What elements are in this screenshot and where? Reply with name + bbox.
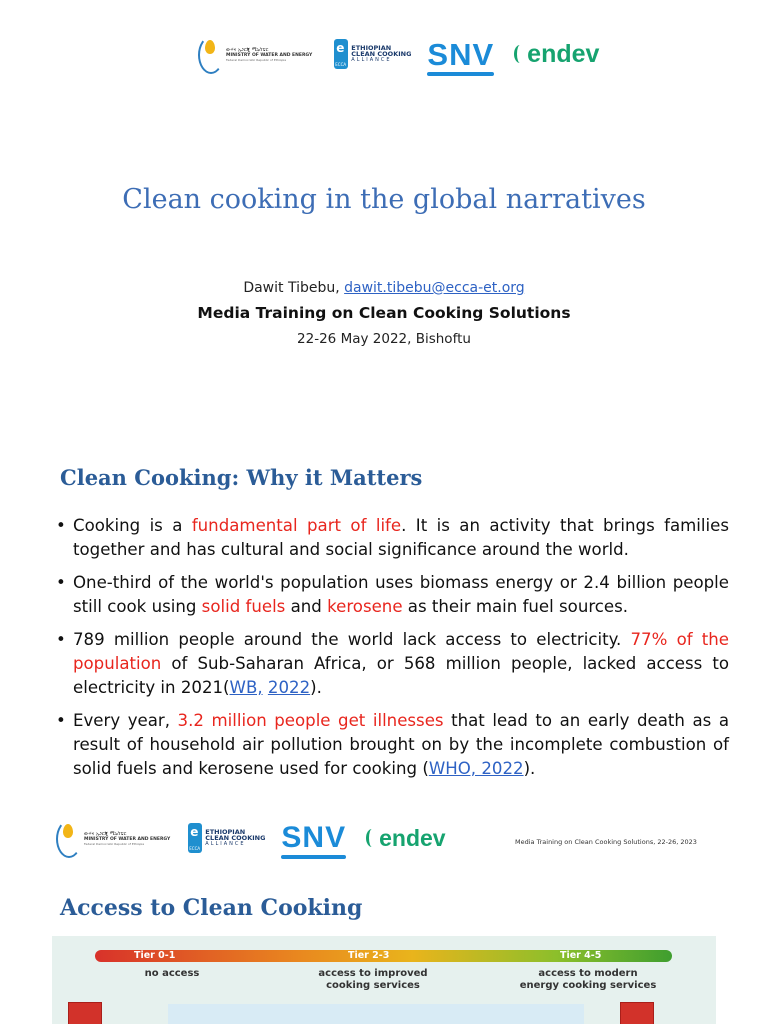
event-title: Media Training on Clean Cooking Solutions [197,304,571,322]
slide1-title: Clean cooking in the global narratives [122,184,646,215]
author-line [0,280,768,296]
ecca-logo-line2: CLEAN COOKING [351,50,412,59]
bullet-list [55,514,729,790]
slide-footer-note: Media Training on Clean Cooking Solutions, 22-26, 2023 [515,838,697,846]
wb-source-link[interactable]: WB, [229,678,263,697]
bullet-item: • One-third of the world's population uses biomass energy or 2.4 billion people still cook using solid fuels and kerosene as their main fuel sources. [56,573,729,616]
logo-bar-footer [54,816,446,860]
mowe-emblem-icon [196,34,222,74]
ecca-emblem-icon: e ECCA [188,823,202,853]
wb-year-link[interactable]: 2022 [267,678,311,697]
tier-description: access to improved cooking services [318,968,428,991]
bullet-item: • Every year, 3.2 million people get illnesses that lead to an early death as a result of household air pollution brought on by the incomplete combustion of solid fuels and kerosene used for cooking (WHO, 2022). [56,711,729,778]
highlight-text: solid fuels [201,597,286,616]
tier-infographic [52,936,716,1024]
mowe-emblem-icon [54,818,80,858]
tier-description: no access [144,968,200,979]
bullet-icon: • [56,573,66,592]
endev-leaf-icon [514,45,526,63]
slide3-heading: Access to Clean Cooking [60,895,363,921]
author-name: Dawit Tibebu, [243,280,345,296]
tier-label: Tier 4-5 [560,950,602,961]
slide2-heading: Clean Cooking: Why it Matters [60,465,423,490]
brick-stove-icon [68,1002,102,1024]
highlight-text: 77% of the population [73,630,729,673]
mowe-logo-line2: MINISTRY OF WATER AND ENERGY [84,836,171,842]
stove-image-panel [168,1004,584,1024]
tier-label: Tier 2-3 [348,950,390,961]
endev-logo: endev [366,825,445,852]
ecca-logo-line1: ETHIOPIAN [205,827,246,836]
snv-logo: SNV [281,823,346,853]
bullet-icon: • [56,516,66,535]
ecca-logo-line3: ALLIANCE [351,57,392,64]
mowe-logo-line1: ውሃና ኢነርጂ ሚኒስቴር [226,46,269,53]
logo-bar-top [196,32,599,76]
bullet-icon: • [56,630,66,649]
highlight-text: fundamental part of life [191,516,402,535]
ecca-logo [188,823,265,853]
snv-logo: SNV [427,39,494,70]
mowe-logo-line3: Federal Democratic Republic of Ethiopia [84,841,145,846]
highlight-text: 3.2 million people get illnesses [177,711,444,730]
tier-label: Tier 0-1 [134,950,176,961]
brick-stove-icon [620,1002,654,1024]
mowe-logo [54,818,170,858]
event-date: 22-26 May 2022, Bishoftu [297,331,471,347]
bullet-icon: • [56,711,66,730]
endev-logo: endev [514,40,599,69]
mowe-logo [196,34,312,74]
who-source-link[interactable]: WHO, 2022 [428,759,524,778]
bullet-item: • Cooking is a fundamental part of life. It is an activity that brings families together and has cultural and social significance around the world. [56,516,729,559]
ecca-emblem-icon: e ECCA [334,39,348,69]
highlight-text: kerosene [327,597,403,616]
ecca-logo-line2: CLEAN COOKING [205,834,266,843]
endev-leaf-icon [366,829,378,847]
ecca-logo [334,39,411,69]
tier-description: access to modern energy cooking services [519,968,657,991]
mowe-logo-line1: ውሃና ኢነርጂ ሚኒስቴር [84,830,127,837]
ecca-logo-line1: ETHIOPIAN [351,43,392,52]
author-email-link[interactable]: dawit.tibebu@ecca-et.org [344,280,525,296]
bullet-item: • 789 million people around the world lack access to electricity. 77% of the population of Sub-Saharan Africa, or 568 million people, lacked access to electricity in 2021(WB, 2022). [56,630,729,697]
mowe-logo-line3: Federal Democratic Republic of Ethiopia [226,57,287,62]
ecca-logo-line3: ALLIANCE [205,841,246,848]
mowe-logo-line2: MINISTRY OF WATER AND ENERGY [226,52,313,58]
